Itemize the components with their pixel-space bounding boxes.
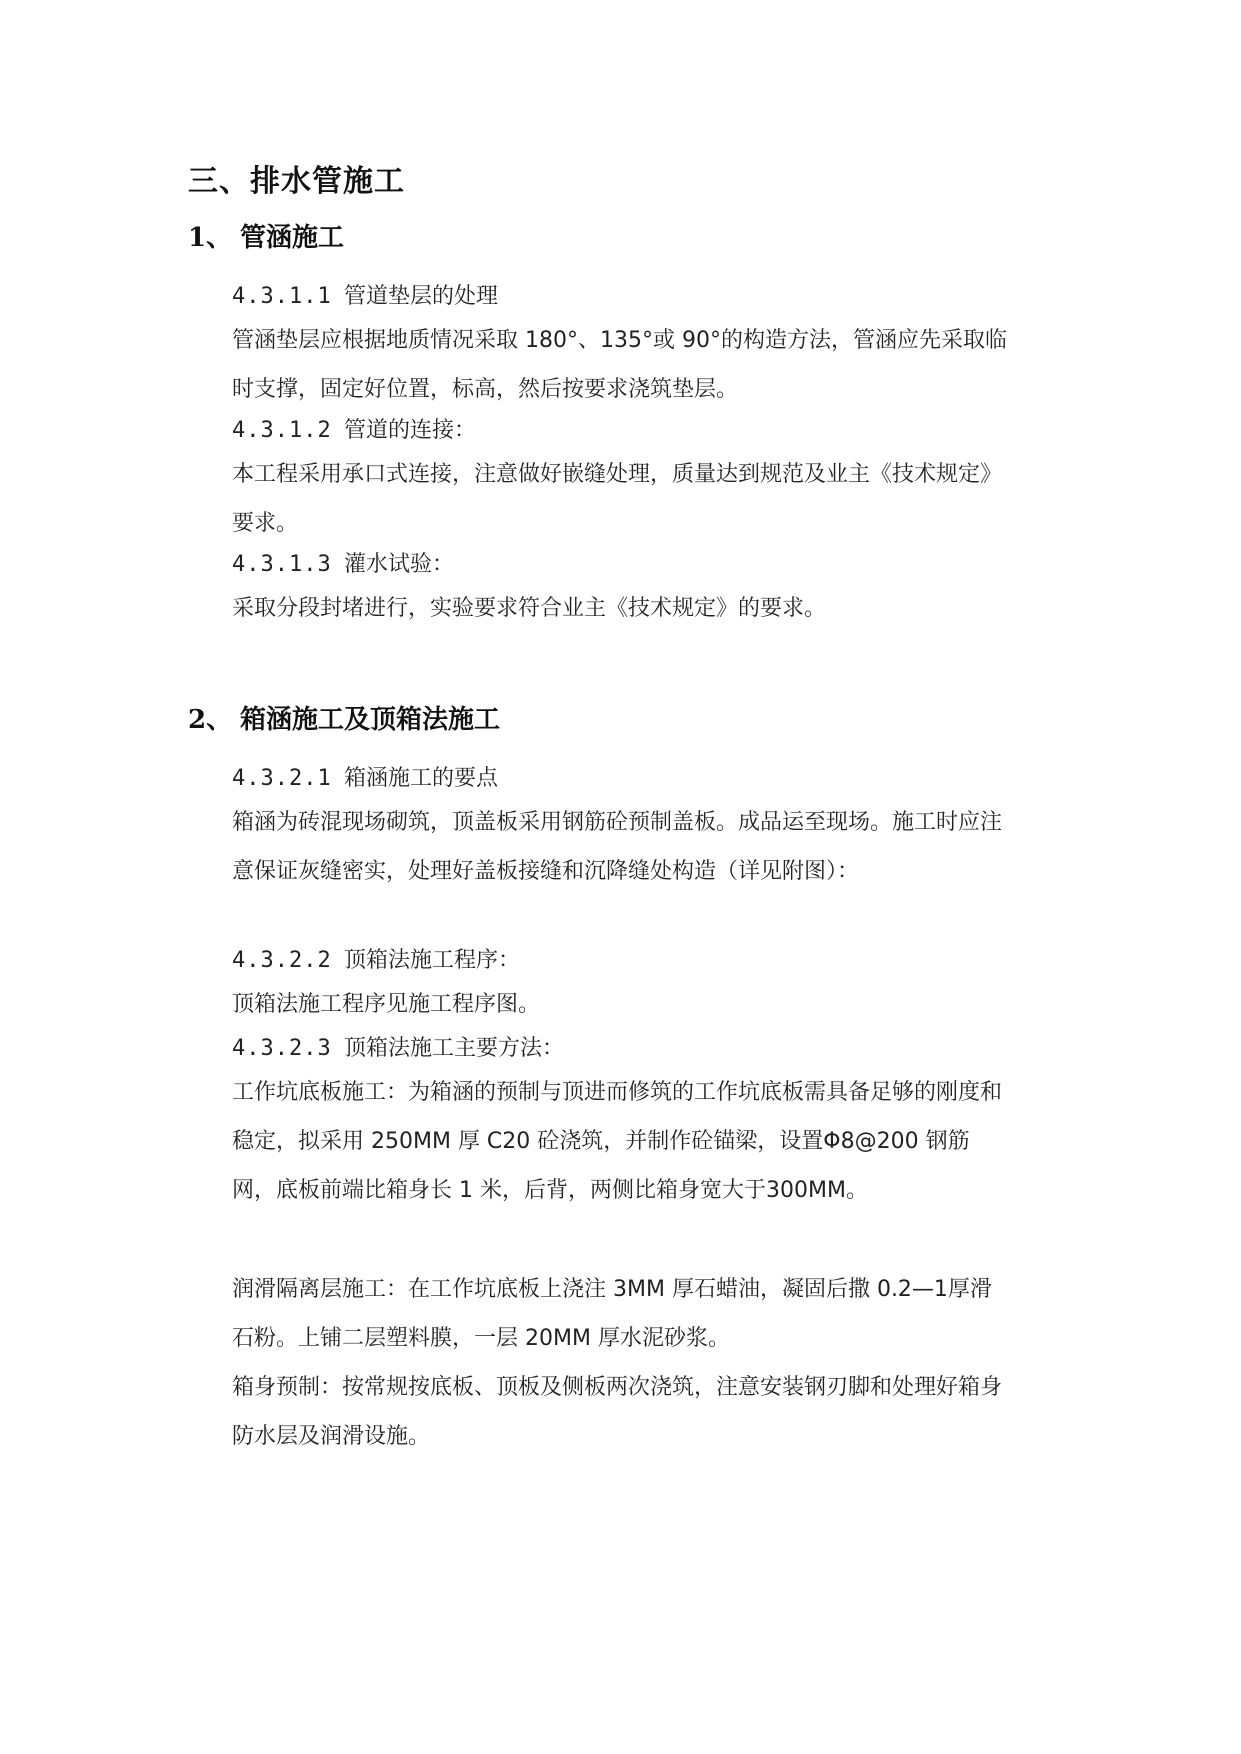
paragraph: 工作坑底板施工：为箱涵的预制与顶进而修筑的工作坑底板需具备足够的刚度和稳定，拟采用 250MM 厚 C20 砼浇筑，并制作砼锚梁，设置Φ8@200 钢筋网，底板前端比箱身长 1 米，后背，两侧比箱身宽大于300MM。 [232,1080,1003,1203]
subsection-heading [232,946,520,976]
section-title: 箱涵施工及顶箱法施工 [240,705,501,735]
paragraph: 本工程采用承口式连接，注意做好嵌缝处理，质量达到规范及业主《技术规定》要求。 [232,462,1003,536]
section-heading-1 [188,220,344,256]
subsection-title: 管道的连接： [344,418,477,443]
subsection-code: 4.3.2.3 [232,1036,332,1061]
subsection-heading [232,1034,564,1064]
paragraph: 润滑隔离层施工：在工作坑底板上浇注 3MM 厚石蜡油，凝固后撒 0.2—1厚滑石粉。上铺二层塑料膜，一层 20MM 厚水泥砂浆。 [232,1277,992,1351]
section-number: 2、 [188,705,233,735]
subsection-title: 顶箱法施工主要方法： [344,1036,565,1061]
paragraph: 管涵垫层应根据地质情况采取 180°、135°或 90°的构造方法，管涵应先采取临时支撑，固定好位置，标高，然后按要求浇筑垫层。 [232,328,1007,402]
paragraph: 顶箱法施工程序见施工程序图。 [232,992,541,1017]
paragraph: 采取分段封堵进行，实验要求符合业主《技术规定》的要求。 [232,596,827,621]
subsection-title: 箱涵施工的要点 [344,766,499,791]
subsection-code: 4.3.1.1 [232,284,332,309]
subsection-code: 4.3.2.2 [232,948,332,973]
subsection-heading [232,550,454,580]
main-heading: 三、排水管施工 [188,164,405,199]
section-heading-2 [188,702,500,738]
subsection-code: 4.3.1.2 [232,418,332,443]
subsection-title: 顶箱法施工程序： [344,948,521,973]
subsection-heading [232,416,476,446]
paragraph: 箱身预制：按常规按底板、顶板及侧板两次浇筑，注意安装钢刃脚和处理好箱身防水层及润滑设施。 [232,1375,1003,1449]
paragraph: 箱涵为砖混现场砌筑，顶盖板采用钢筋砼预制盖板。成品运至现场。施工时应注意保证灰缝密实，处理好盖板接缝和沉降缝处构造（详见附图）： [232,810,1003,884]
section-title: 管涵施工 [240,223,345,253]
section-number: 1、 [188,223,233,253]
subsection-heading [232,764,498,794]
subsection-code: 4.3.1.3 [232,552,332,577]
subsection-title: 灌水试验： [344,552,455,577]
subsection-code: 4.3.2.1 [232,766,332,791]
subsection-title: 管道垫层的处理 [344,284,499,309]
subsection-heading [232,282,498,312]
